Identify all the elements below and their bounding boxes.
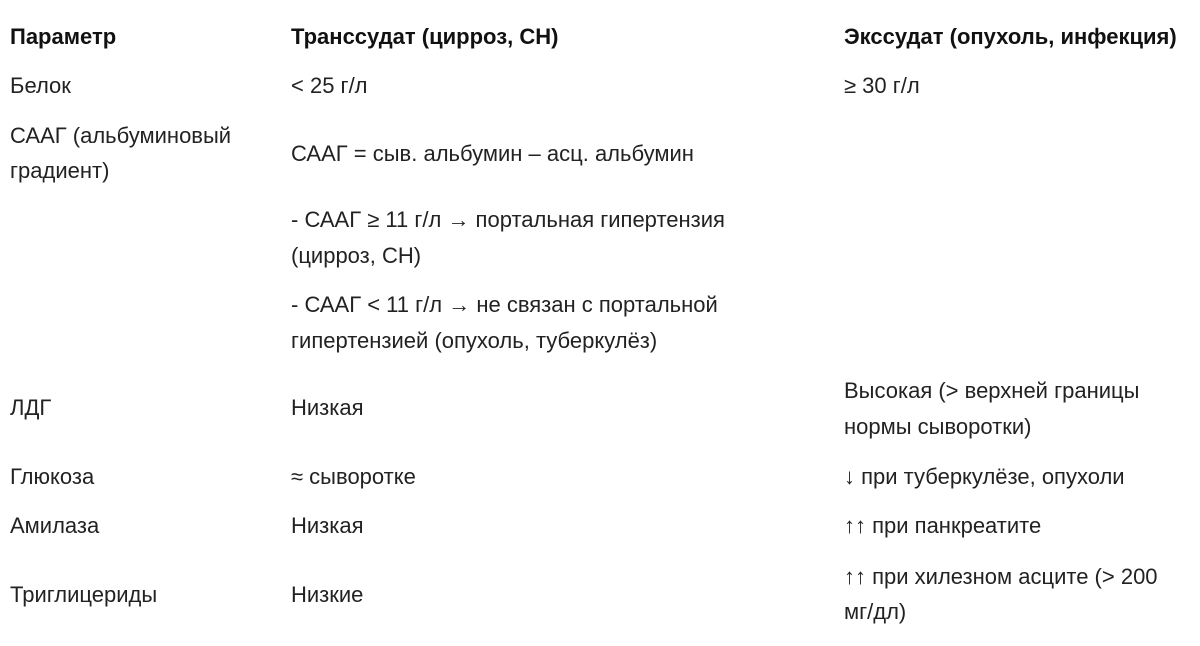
row-triglycerides-param: Триглицериды	[10, 582, 158, 607]
row-ldh-exudate-line1: Высокая (> верхней границы	[844, 378, 1140, 403]
row-saag-formula: СААГ = сыв. альбумин – асц. альбумин	[291, 141, 694, 166]
row-triglycerides-exudate-line2: мг/дл)	[844, 599, 907, 624]
row-saag-param-line2: градиент)	[10, 158, 110, 183]
row-protein-transudate: < 25 г/л	[291, 73, 368, 98]
row-amylase-exudate: ↑↑ при панкреатите	[844, 513, 1042, 538]
comparison-table	[10, 0, 1200, 646]
header-exudate: Экссудат (опухоль, инфекция)	[844, 24, 1177, 49]
row-glucose-exudate: ↓ при туберкулёзе, опухоли	[844, 464, 1125, 489]
row-amylase-param: Амилаза	[10, 513, 100, 538]
row-glucose-param: Глюкоза	[10, 464, 95, 489]
row-glucose-transudate: ≈ сыворотке	[291, 464, 416, 489]
row-amylase-transudate: Низкая	[291, 513, 364, 538]
row-ldh-param: ЛДГ	[10, 395, 52, 420]
row-saag-high-line2: (цирроз, СН)	[291, 243, 422, 268]
row-saag-low-line1: - СААГ < 11 г/л → не связан с портальной	[291, 292, 718, 317]
header-param: Параметр	[10, 24, 117, 49]
row-triglycerides-exudate-line1: ↑↑ при хилезном асците (> 200	[844, 564, 1158, 589]
row-protein-exudate: ≥ 30 г/л	[844, 73, 920, 98]
header-transudate: Транссудат (цирроз, СН)	[291, 24, 559, 49]
row-ldh-transudate: Низкая	[291, 395, 364, 420]
row-triglycerides-transudate: Низкие	[291, 582, 364, 607]
row-saag-low-line2: гипертензией (опухоль, туберкулёз)	[291, 328, 658, 353]
row-saag-param-line1: СААГ (альбуминовый	[10, 123, 232, 148]
row-saag-high-line1: - СААГ ≥ 11 г/л → портальная гипертензия	[291, 207, 725, 232]
row-ldh-exudate-line2: нормы сыворотки)	[844, 414, 1032, 439]
row-protein-param: Белок	[10, 73, 71, 98]
